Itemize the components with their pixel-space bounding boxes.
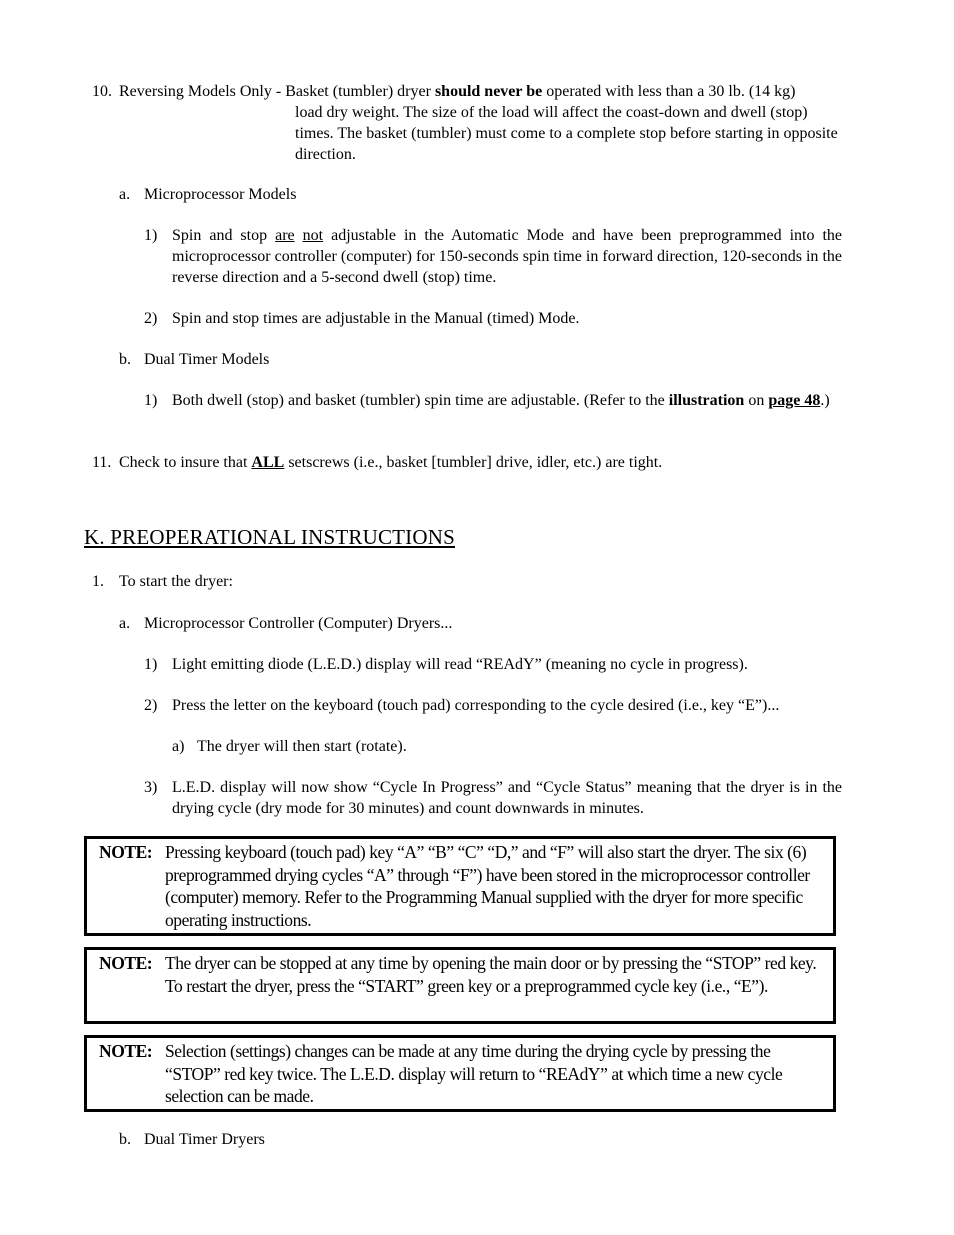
item-10-warning: should never be <box>434 83 543 100</box>
k1-text: To start the dryer: <box>119 573 233 590</box>
k1b-letter: b. <box>119 1131 131 1148</box>
item-10a-step1-number: 1) <box>144 227 158 244</box>
note-box <box>84 1035 836 1112</box>
item-10b-step1-number: 1) <box>144 392 158 409</box>
page-reference-link[interactable]: page 48 <box>768 392 821 409</box>
item-10a-step1-space <box>295 227 303 244</box>
note-label: NOTE: <box>99 953 153 973</box>
item-10b-step1-text <box>172 391 842 412</box>
k1-number: 1. <box>92 573 104 590</box>
item-10b-step1-part2: on <box>744 392 769 409</box>
k1a-title: Microprocessor Controller (Computer) Dryers... <box>144 615 453 632</box>
k1a-step2-number: 2) <box>144 697 158 714</box>
k1b-title: Dual Timer Dryers <box>144 1131 265 1148</box>
item-10b-letter: b. <box>119 351 131 368</box>
item-10b-step1-part3: .) <box>820 392 830 409</box>
item-10a-step1-part2: adjustable in the Automatic Mode and have been preprogrammed into the microprocessor controller (computer) for 150-seconds spin time in forward direction, 120-seconds in the reverse direction and a 5-second dwell (stop) time. <box>172 227 843 286</box>
note-box <box>84 947 836 1024</box>
note-text: Pressing keyboard (touch pad) key “A” “B” “C” “D,” and “F” will also start the dryer. The six (6) preprogrammed drying cycles “A” through “F”) have been stored in the microprocessor controller (computer) memory. Refer to the Programming Manual supplied with the dryer for more specific operating instructions. <box>165 842 810 930</box>
k1a-step1-text: Light emitting diode (L.E.D.) display will read “REAdY” (meaning no cycle in progress). <box>172 656 748 673</box>
item-11-text <box>119 453 662 474</box>
item-10-lead-text: Reversing Models Only - Basket (tumbler) dryer <box>119 83 435 100</box>
item-11-all-emphasis: ALL <box>251 454 285 471</box>
item-10-number: 10. <box>92 83 112 100</box>
note-text: Selection (settings) changes can be made at any time during the drying cycle by pressing the “STOP” red key twice. The L.E.D. display will return to “REAdY” at which time a new cycle selection can be made. <box>165 1041 783 1106</box>
item-10b-step1-part1: Both dwell (stop) and basket (tumbler) spin time are adjustable. (Refer to the <box>172 392 669 409</box>
k1a-letter: a. <box>119 615 131 632</box>
item-10b-step1-illustration: illustration <box>668 392 745 409</box>
item-10a-step1-part1: Spin and stop <box>172 227 276 244</box>
item-10a-title: Microprocessor Models <box>144 186 297 203</box>
item-10a-step2-text: Spin and stop times are adjustable in the Manual (timed) Mode. <box>172 310 580 327</box>
item-11-number: 11. <box>92 454 112 471</box>
item-10a-step1-underline-are: are <box>275 227 295 244</box>
k1a-step1-number: 1) <box>144 656 158 673</box>
item-10-lead-end: operated with less than a 30 lb. (14 kg) <box>542 83 796 100</box>
section-heading: K. PREOPERATIONAL INSTRUCTIONS <box>84 525 455 549</box>
note-label: NOTE: <box>99 842 153 862</box>
item-11-part1: Check to insure that <box>119 454 252 471</box>
note-box <box>84 836 836 936</box>
note-label: NOTE: <box>99 1041 153 1061</box>
item-10a-step1-text <box>172 226 842 288</box>
item-10-continuation: load dry weight. The size of the load will affect the coast-down and dwell (stop) times. The basket (tumbler) must come to a complete stop before starting in opposite direction. <box>295 104 838 163</box>
k1a-step3-number: 3) <box>144 779 158 796</box>
item-10a-letter: a. <box>119 186 131 203</box>
item-10-lead <box>119 82 796 103</box>
k1a-step2-text: Press the letter on the keyboard (touch pad) corresponding to the cycle desired (i.e., key “E”)... <box>172 697 780 714</box>
item-11-part2: setscrews (i.e., basket [tumbler] drive, idler, etc.) are tight. <box>284 454 663 471</box>
item-10b-title: Dual Timer Models <box>144 351 270 368</box>
k1a-step2-sub-a-text: The dryer will then start (rotate). <box>197 738 407 755</box>
note-text: The dryer can be stopped at any time by opening the main door or by pressing the “STOP” red key. To restart the dryer, press the “START” green key or a preprogrammed cycle key (i.e., “E”). <box>165 953 817 996</box>
item-10a-step1-underline-not: not <box>302 227 324 244</box>
item-10a-step2-number: 2) <box>144 310 158 327</box>
k1a-step3-text: L.E.D. display will now show “Cycle In Progress” and “Cycle Status” meaning that the dryer is in the drying cycle (dry mode for 30 minutes) and count downwards in minutes. <box>172 779 842 817</box>
k1a-step2-sub-a-letter: a) <box>172 738 185 755</box>
